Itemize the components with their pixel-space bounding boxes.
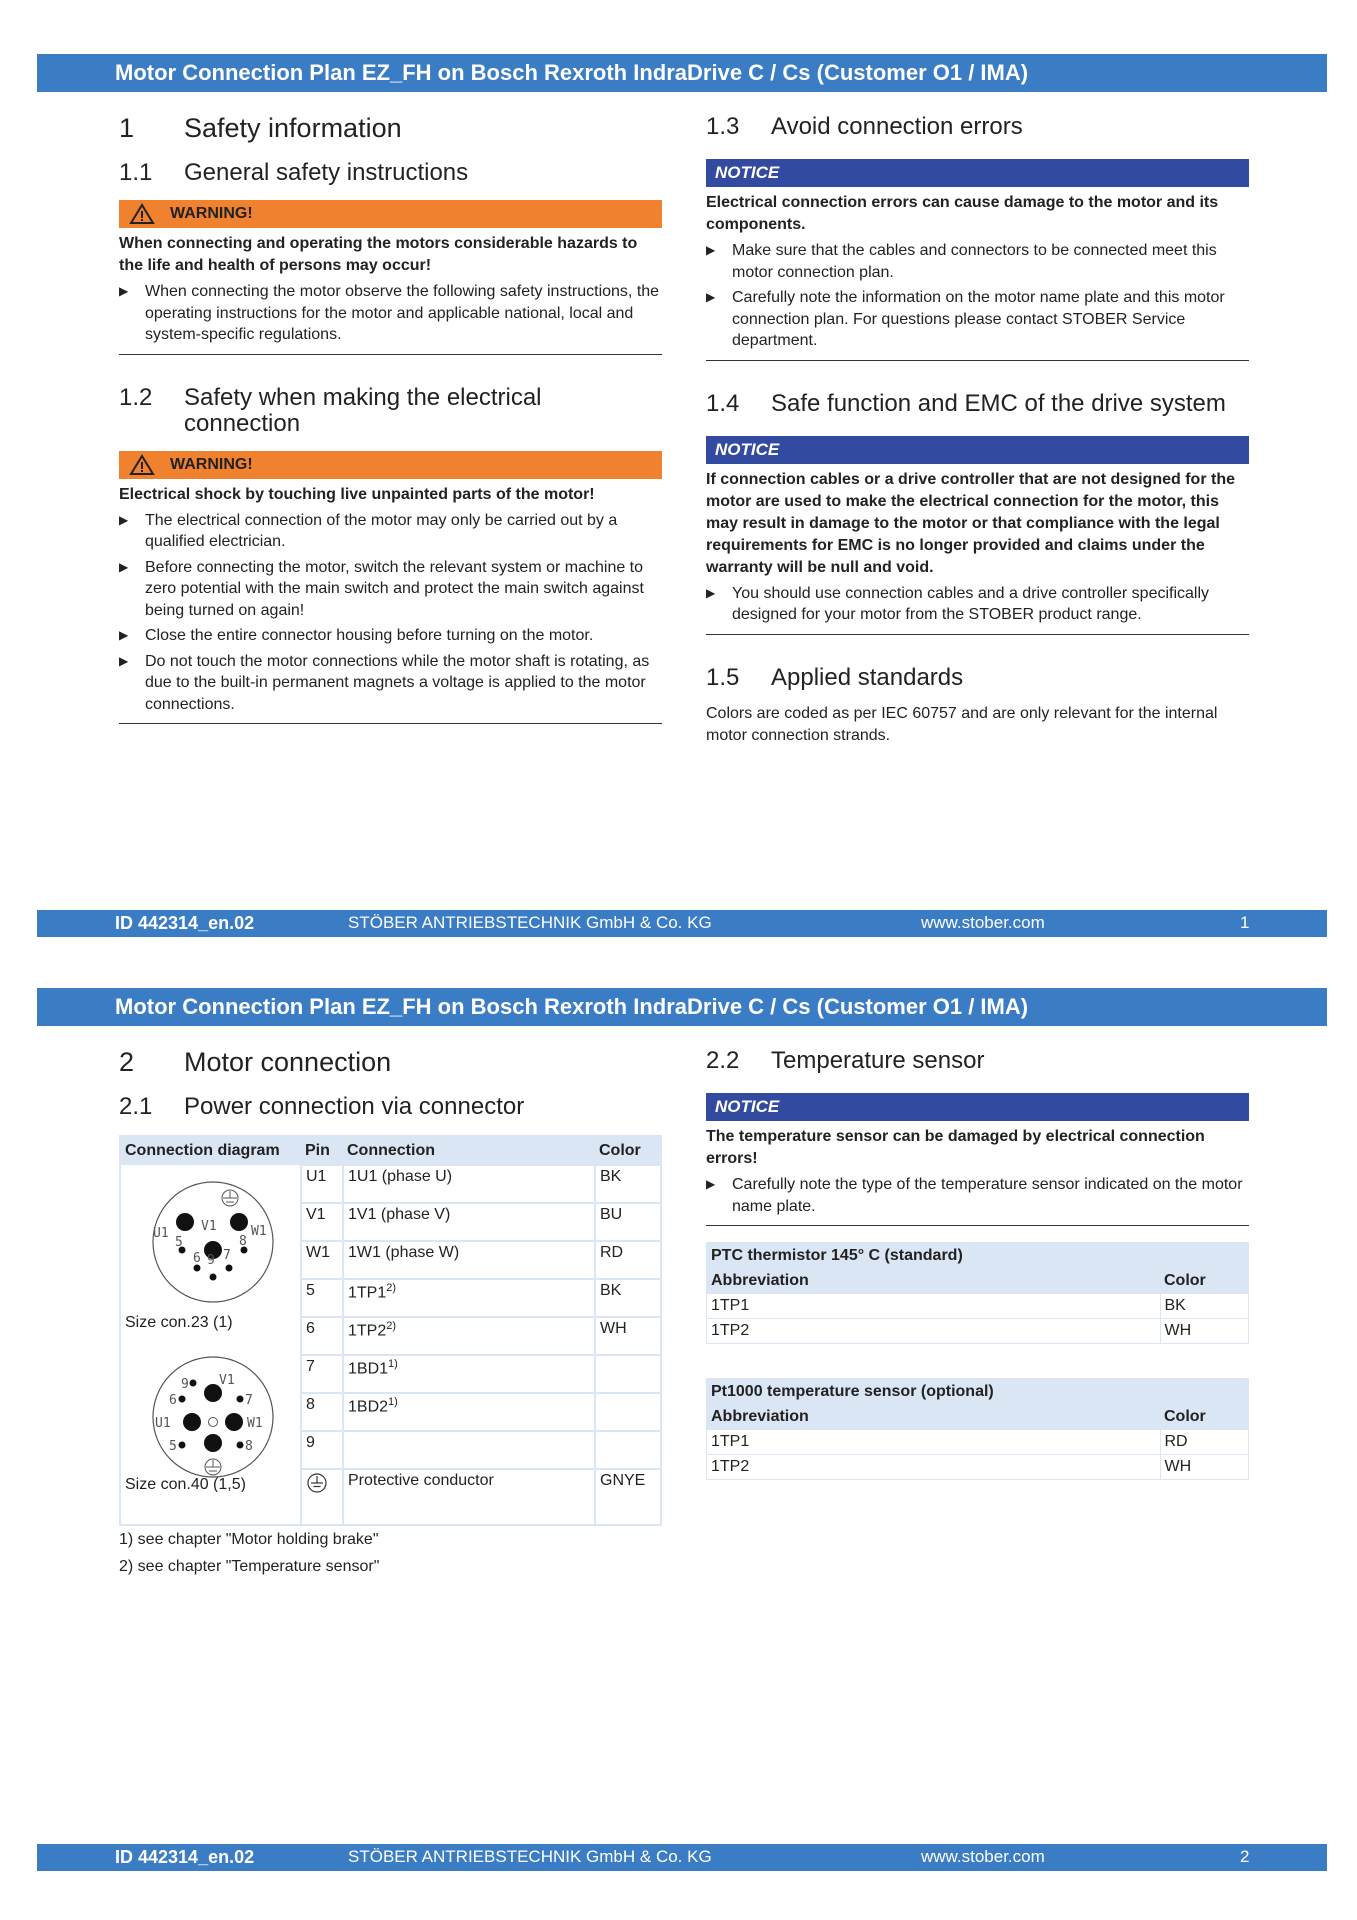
connection-cell: 1V1 (phase V) [343, 1203, 595, 1241]
abbr-cell: 1TP1 [707, 1430, 1161, 1455]
pin-cell: 8 [301, 1393, 343, 1431]
page2-header-bar [37, 988, 1327, 1026]
abbr-cell: 1TP2 [707, 1455, 1161, 1480]
svg-text:W1: W1 [247, 1416, 263, 1431]
color-cell: WH [595, 1317, 661, 1355]
svg-text:V1: V1 [219, 1373, 235, 1388]
footer-page-number: 1 [1240, 913, 1250, 932]
col-header-color: Color [1160, 1268, 1249, 1294]
footer-company: STÖBER ANTRIEBSTECHNIK GmbH & Co. KG [348, 913, 712, 932]
color-cell: BK [595, 1279, 661, 1317]
abbr-cell: 1TP2 [707, 1319, 1161, 1344]
warning-triangle-icon [129, 203, 155, 225]
table-row [707, 1455, 1249, 1480]
list-item: ▶ Close the entire connector housing before turning on the motor. [119, 625, 662, 647]
list-1-4 [706, 583, 1249, 626]
divider [706, 634, 1249, 635]
warning-1-2-text: Electrical shock by touching live unpainted parts of the motor! [119, 485, 595, 503]
svg-text:W1: W1 [251, 1224, 267, 1239]
pin-cell: W1 [301, 1241, 343, 1279]
col-header-abbreviation: Abbreviation [707, 1268, 1161, 1294]
col-header-abbreviation: Abbreviation [707, 1404, 1161, 1430]
divider [119, 354, 662, 355]
connection-cell: 1BD2$^{1)}$ [343, 1393, 595, 1431]
pt1000-sensor-table [706, 1378, 1249, 1480]
svg-text:9: 9 [181, 1377, 189, 1392]
svg-text:7: 7 [223, 1248, 231, 1263]
pin-cell [301, 1469, 343, 1525]
notice-bar-1-3: NOTICE [706, 159, 1249, 187]
svg-text:8: 8 [245, 1439, 253, 1454]
color-cell: WH [1160, 1319, 1249, 1344]
list-1-2 [119, 510, 662, 716]
svg-text:7: 7 [245, 1393, 253, 1408]
section-1-3-heading: 1.3 Avoid connection errors [706, 113, 1023, 140]
footer-url[interactable]: www.stober.com [921, 1847, 1045, 1866]
footnote-2: 2) see chapter "Temperature sensor" [119, 1558, 380, 1575]
col-header-color: Color [595, 1136, 661, 1165]
page2-right-column [706, 1048, 1249, 1480]
page2-footer-bar [37, 1844, 1327, 1871]
section-2-2-heading: 2.2 Temperature sensor [706, 1047, 985, 1074]
svg-text:Size con.40 (1,5): Size con.40 (1,5) [125, 1476, 246, 1492]
list-1-3 [706, 240, 1249, 352]
ptc-thermistor-table [706, 1242, 1249, 1344]
footer-page-number: 2 [1240, 1847, 1250, 1866]
list-2-2 [706, 1174, 1249, 1217]
connection-cell: 1TP1$^{2)}$ [343, 1279, 595, 1317]
color-cell: RD [595, 1241, 661, 1279]
notice-bar-1-4: NOTICE [706, 436, 1249, 464]
section-1-4-heading: 1.4 Safe function and EMC of the drive system [706, 389, 1226, 417]
footer-doc-id: ID 442314_en.02 [115, 1847, 255, 1867]
power-connection-table [119, 1135, 662, 1526]
svg-text:5: 5 [175, 1235, 183, 1250]
divider [119, 723, 662, 724]
connection-cell: Protective conductor [343, 1469, 595, 1525]
abbr-cell: 1TP1 [707, 1294, 1161, 1319]
col-header-pin: Pin [301, 1136, 343, 1165]
footnote-1: 1) see chapter "Motor holding brake" [119, 1531, 379, 1548]
warning-bar-1-2: WARNING! [119, 451, 662, 479]
pin-cell: 5 [301, 1279, 343, 1317]
section-2-1-heading: 2.1 Power connection via connector [119, 1093, 525, 1120]
color-cell: WH [1160, 1455, 1249, 1480]
svg-text:U1: U1 [155, 1416, 171, 1431]
color-cell: RD [1160, 1430, 1249, 1455]
list-item: ▶ When connecting the motor observe the following safety instructions, the operating instructions for the motor and applicable national, local and system-specific regulations. [119, 281, 662, 346]
notice-bar-2-2: NOTICE [706, 1093, 1249, 1121]
list-item: ▶ The electrical connection of the motor may only be carried out by a qualified electrician. [119, 510, 662, 553]
table-row [707, 1319, 1249, 1344]
col-header-color: Color [1160, 1404, 1249, 1430]
svg-text:Size con.23 (1): Size con.23 (1) [125, 1314, 233, 1331]
svg-text:U1: U1 [153, 1226, 169, 1241]
table-row [707, 1430, 1249, 1455]
notice-2-2-text: The temperature sensor can be damaged by electrical connection errors! [706, 1128, 1205, 1167]
table-row [120, 1165, 661, 1203]
footer-url[interactable]: www.stober.com [921, 913, 1045, 932]
list-item: ▶ Make sure that the cables and connectors to be connected meet this motor connection plan. [706, 240, 1249, 283]
page1-header-bar [37, 54, 1327, 92]
divider [706, 360, 1249, 361]
divider [706, 1225, 1249, 1226]
pin-cell: 9 [301, 1431, 343, 1469]
list-item: ▶ Carefully note the information on the motor name plate and this motor connection plan. For questions please contact STOBER Service department. [706, 287, 1249, 352]
list-item: ▶ Before connecting the motor, switch the relevant system or machine to zero potential with the main switch and protect the main switch against being turned on again! [119, 557, 662, 622]
table-row [707, 1294, 1249, 1319]
svg-text:5: 5 [169, 1439, 177, 1454]
connection-cell: 1W1 (phase W) [343, 1241, 595, 1279]
color-cell: GNYE [595, 1469, 661, 1525]
color-cell [595, 1355, 661, 1393]
pin-cell: 6 [301, 1317, 343, 1355]
warning-1-1-text: When connecting and operating the motors considerable hazards to the life and health of persons may occur! [119, 235, 638, 274]
svg-text:9: 9 [207, 1253, 215, 1268]
page2-header-title: Motor Connection Plan EZ_FH on Bosch Rexroth IndraDrive C / Cs (Customer O1 / IMA) [115, 994, 1029, 1019]
section-1-heading: 1 Safety information [119, 113, 402, 143]
color-cell: BK [595, 1165, 661, 1203]
col-header-diagram: Connection diagram [120, 1136, 301, 1165]
page2-left-column [119, 1046, 662, 1580]
color-cell: BU [595, 1203, 661, 1241]
section-2-heading: 2 Motor connection [119, 1047, 392, 1077]
connection-cell [343, 1431, 595, 1469]
footer-doc-id: ID 442314_en.02 [115, 913, 255, 933]
connection-diagram-cell [120, 1165, 301, 1525]
page1-header-title: Motor Connection Plan EZ_FH on Bosch Rexroth IndraDrive C / Cs (Customer O1 / IMA) [115, 60, 1029, 85]
pin-cell: 7 [301, 1355, 343, 1393]
list-1-1 [119, 281, 662, 346]
ground-symbol-icon [306, 1472, 328, 1494]
connection-cell: 1TP2$^{2)}$ [343, 1317, 595, 1355]
svg-text:6: 6 [193, 1251, 201, 1266]
color-cell: BK [1160, 1294, 1249, 1319]
page1-right-column [706, 114, 1249, 747]
ptc-table-title: PTC thermistor 145° C (standard) [707, 1243, 1249, 1269]
list-item: ▶ You should use connection cables and a drive controller specifically designed for your motor from the STOBER product range. [706, 583, 1249, 626]
pt1000-table-title: Pt1000 temperature sensor (optional) [707, 1379, 1249, 1405]
connector-pinout-diagram [125, 1167, 295, 1492]
color-cell [595, 1431, 661, 1469]
page1-footer-bar [37, 910, 1327, 937]
list-item: ▶ Carefully note the type of the temperature sensor indicated on the motor name plate. [706, 1174, 1249, 1217]
pin-cell: V1 [301, 1203, 343, 1241]
section-1-1-heading: 1.1 General safety instructions [119, 159, 469, 186]
section-1-5-heading: 1.5 Applied standards [706, 663, 964, 691]
footer-company: STÖBER ANTRIEBSTECHNIK GmbH & Co. KG [348, 1847, 712, 1866]
section-1-2-heading: 1.2 Safety when making the electrical connection [119, 383, 542, 437]
warning-triangle-icon [129, 454, 155, 476]
section-1-5-text: Colors are coded as per IEC 60757 and are only relevant for the internal motor connection strands. [706, 704, 1218, 744]
notice-1-3-text: Electrical connection errors can cause damage to the motor and its components. [706, 194, 1219, 233]
page1-left-column [119, 112, 662, 724]
connection-cell: 1U1 (phase U) [343, 1165, 595, 1203]
col-header-connection: Connection [343, 1136, 595, 1165]
svg-text:6: 6 [169, 1393, 177, 1408]
color-cell [595, 1393, 661, 1431]
connection-cell: 1BD1$^{1)}$ [343, 1355, 595, 1393]
notice-1-4-text: If connection cables or a drive controller that are not designed for the motor are used to make the electrical connection for the motor, this may result in damage to the motor or that compliance with the legal requirements for EMC is no longer provided and claims under the warranty will be null and void. [706, 470, 1235, 576]
svg-text:V1: V1 [201, 1219, 217, 1234]
list-item: ▶ Do not touch the motor connections while the motor shaft is rotating, as due to the built-in permanent magnets a voltage is applied to the motor connections. [119, 651, 662, 716]
svg-text:8: 8 [239, 1234, 247, 1249]
pin-cell: U1 [301, 1165, 343, 1203]
warning-bar-1-1: WARNING! [119, 200, 662, 228]
